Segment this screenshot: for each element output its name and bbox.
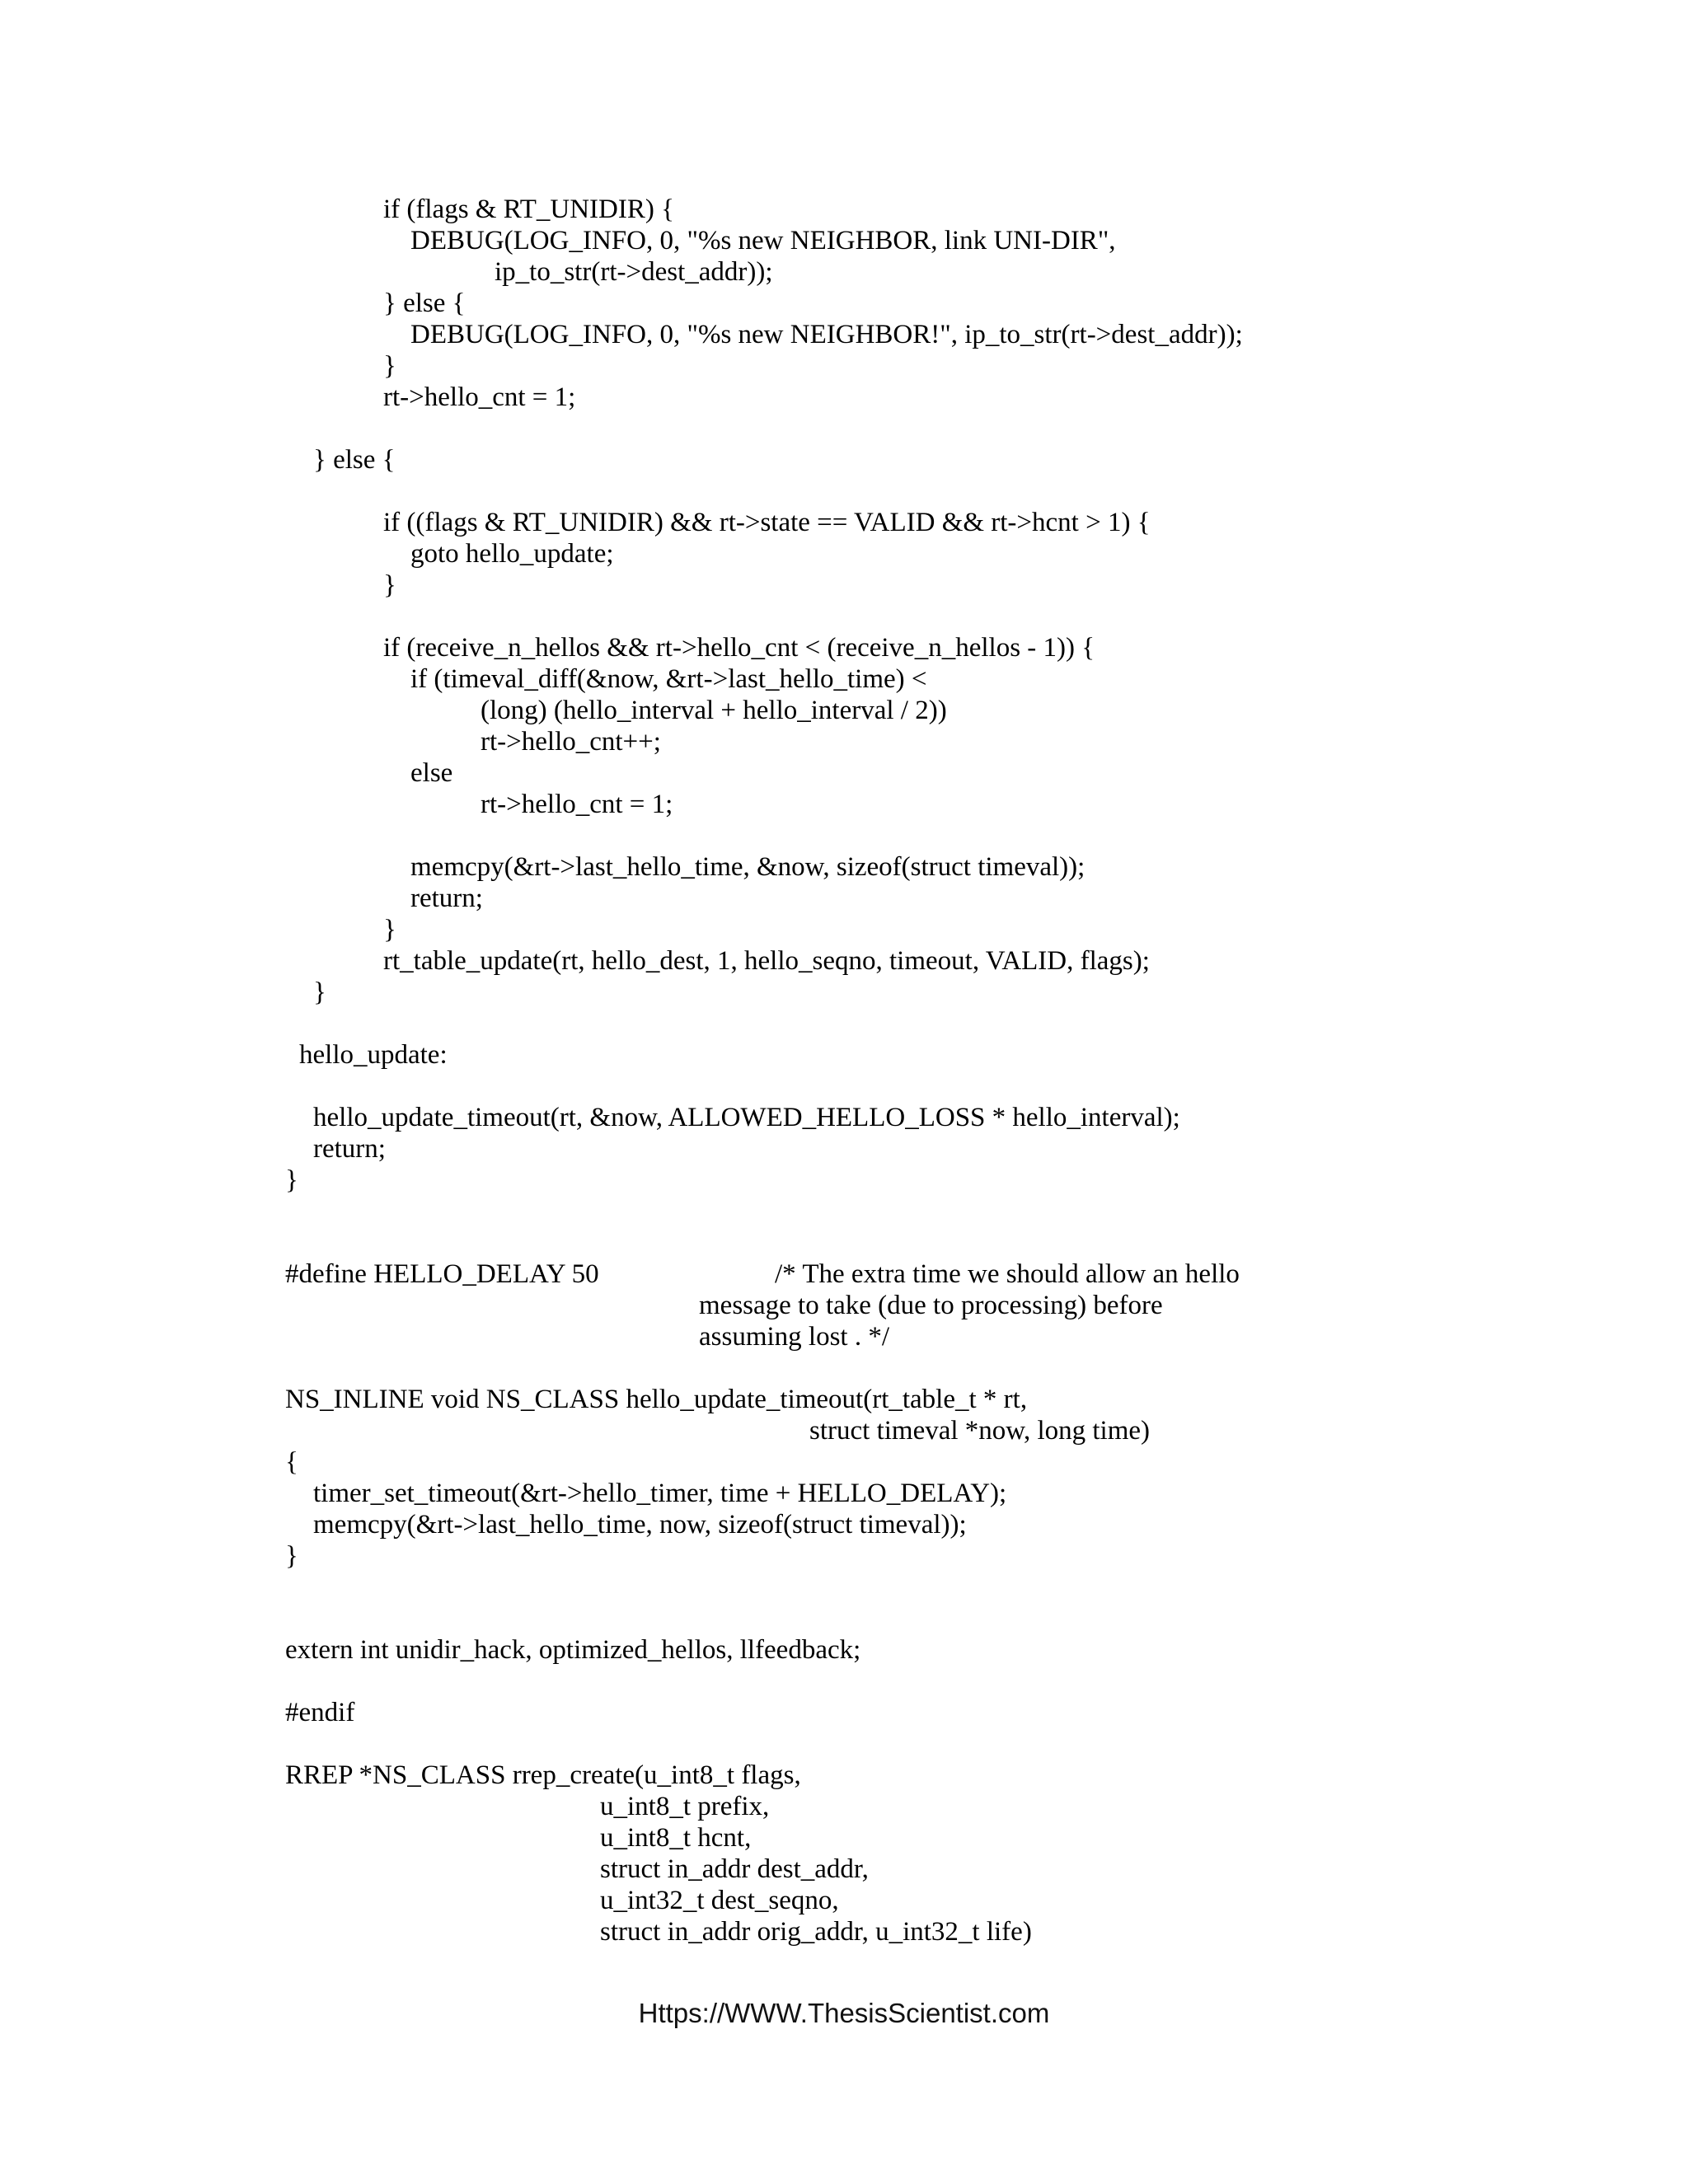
- code-comment: assuming lost . */: [699, 1322, 890, 1352]
- code-line: }: [285, 1541, 298, 1571]
- code-line: extern int unidir_hack, optimized_hellos, llfeedback;: [285, 1635, 861, 1665]
- code-line: rt->hello_cnt = 1;: [481, 790, 673, 819]
- code-line: memcpy(&rt->last_hello_time, &now, sizeof(struct timeval));: [410, 852, 1085, 882]
- code-line: if (flags & RT_UNIDIR) {: [383, 194, 674, 224]
- code-comment: /* The extra time we should allow an hello: [775, 1259, 1240, 1289]
- code-line: if (timeval_diff(&now, &rt->last_hello_time) <: [410, 664, 927, 694]
- code-line: }: [383, 570, 396, 600]
- code-line: (long) (hello_interval + hello_interval / 2)): [481, 696, 947, 725]
- code-line: u_int32_t dest_seqno,: [600, 1886, 839, 1915]
- code-line: hello_update:: [299, 1040, 448, 1070]
- code-line: rt->hello_cnt++;: [481, 727, 661, 757]
- code-line: }: [383, 915, 396, 944]
- code-line: struct in_addr orig_addr, u_int32_t life): [600, 1917, 1032, 1947]
- code-line: }: [383, 351, 396, 381]
- code-line: u_int8_t hcnt,: [600, 1823, 752, 1853]
- code-line: goto hello_update;: [410, 539, 614, 569]
- code-line: hello_update_timeout(rt, &now, ALLOWED_HELLO_LOSS * hello_interval);: [313, 1103, 1180, 1132]
- code-line: u_int8_t prefix,: [600, 1792, 770, 1821]
- code-line: {: [285, 1447, 298, 1477]
- code-line: DEBUG(LOG_INFO, 0, "%s new NEIGHBOR, link UNI-DIR",: [410, 226, 1116, 255]
- code-comment: message to take (due to processing) before: [699, 1291, 1163, 1320]
- code-line: } else {: [383, 288, 466, 318]
- code-line: timer_set_timeout(&rt->hello_timer, time + HELLO_DELAY);: [313, 1479, 1007, 1508]
- code-line: memcpy(&rt->last_hello_time, now, sizeof(struct timeval));: [313, 1510, 967, 1540]
- code-line: #endif: [285, 1698, 355, 1727]
- code-line: if ((flags & RT_UNIDIR) && rt->state == VALID && rt->hcnt > 1) {: [383, 508, 1151, 537]
- code-line: struct timeval *now, long time): [809, 1416, 1151, 1446]
- code-line: else: [410, 758, 453, 788]
- code-line: if (receive_n_hellos && rt->hello_cnt < (receive_n_hellos - 1)) {: [383, 633, 1095, 663]
- code-line: DEBUG(LOG_INFO, 0, "%s new NEIGHBOR!", ip_to_str(rt->dest_addr));: [410, 320, 1243, 349]
- code-line: RREP *NS_CLASS rrep_create(u_int8_t flags,: [285, 1760, 801, 1790]
- code-line: rt_table_update(rt, hello_dest, 1, hello_seqno, timeout, VALID, flags);: [383, 946, 1150, 976]
- code-line: NS_INLINE void NS_CLASS hello_update_timeout(rt_table_t * rt,: [285, 1385, 1028, 1414]
- code-line: ip_to_str(rt->dest_addr));: [495, 257, 773, 287]
- code-line: #define HELLO_DELAY 50: [285, 1259, 599, 1289]
- code-line: }: [313, 977, 326, 1007]
- footer-url: Https://WWW.ThesisScientist.com: [638, 1998, 1050, 2028]
- code-line: }: [285, 1165, 298, 1195]
- code-line: struct in_addr dest_addr,: [600, 1854, 869, 1884]
- code-line: } else {: [313, 445, 396, 475]
- code-line: return;: [410, 883, 483, 913]
- code-line: rt->hello_cnt = 1;: [383, 382, 576, 412]
- code-line: return;: [313, 1134, 386, 1164]
